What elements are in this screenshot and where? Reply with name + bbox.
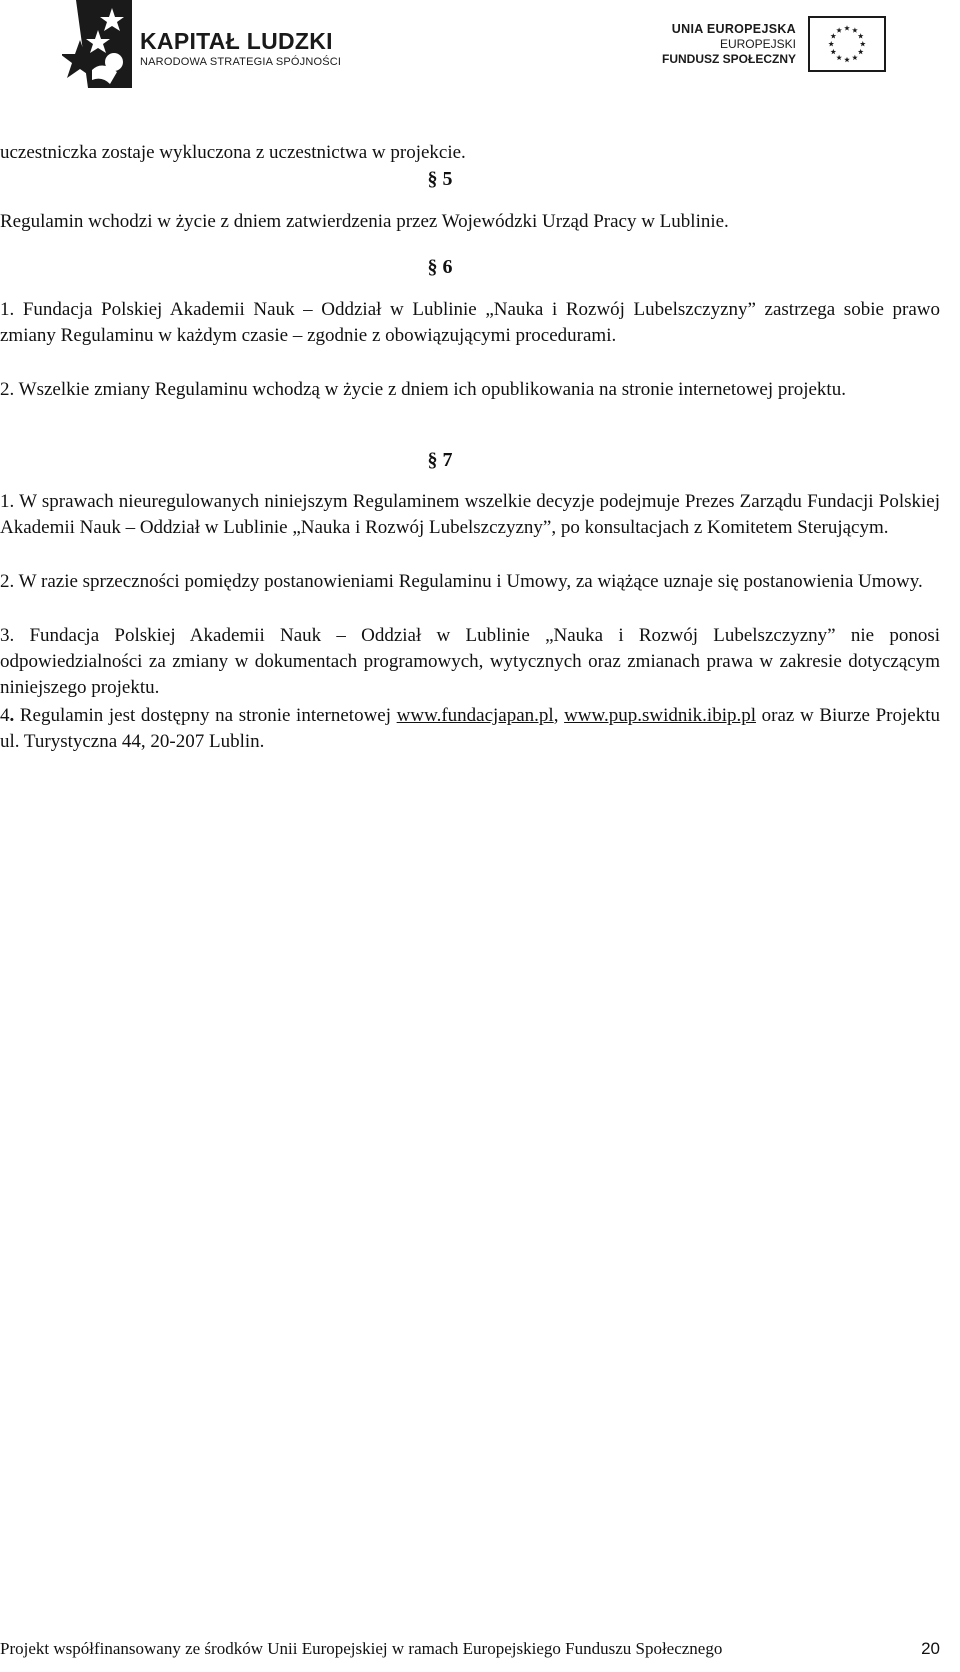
eu-logo — [650, 16, 886, 74]
section-5-heading: § 5 — [427, 168, 453, 190]
paragraph-4-end: oraz w Biurze Projektu ul. Turystyczna 44, 20-207 Lublin. — [0, 705, 940, 752]
page-number: 20 — [921, 1639, 940, 1658]
logo-subtitle: NARODOWA STRATEGIA SPÓJNOŚCI — [140, 56, 342, 68]
eu-logo-line2: EUROPEJSKI — [719, 37, 796, 51]
section-7-paragraph-4 — [0, 703, 940, 755]
intro-text: uczestniczka zostaje wykluczona z uczestnictwa w projekcie. — [0, 142, 466, 163]
paragraph-4-text: Regulamin jest dostępny na stronie internetowej — [14, 705, 397, 726]
paragraph-4-dot: . — [9, 705, 15, 726]
eu-logo-line3: FUNDUSZ SPOŁECZNY — [661, 52, 796, 66]
section-7-paragraph-3 — [0, 623, 940, 701]
section-6-paragraph-2 — [0, 377, 940, 403]
eu-flag-icon — [808, 16, 886, 72]
page-footer — [0, 1638, 940, 1660]
pup-swidnik-link[interactable]: www.pup.swidnik.ibip.pl — [564, 705, 757, 726]
link-separator: , — [553, 705, 565, 726]
eu-star-icon — [852, 27, 858, 32]
section-7-paragraph-2-text: 2. W razie sprzeczności pomiędzy postanowieniami Regulaminu i Umowy, za wiążące uznaje się postanowienia Umowy. — [0, 571, 923, 592]
eu-star-icon — [858, 33, 864, 38]
eu-logo-text — [662, 22, 796, 67]
footer-text: Projekt współfinansowany ze środków Unii Europejskiej w ramach Europejskiego Funduszu Społecznego — [0, 1639, 723, 1658]
paragraph-4-number: 4 — [0, 705, 10, 726]
eu-star-icon — [836, 55, 842, 60]
section-5-text: Regulamin wchodzi w życie z dniem zatwierdzenia przez Wojewódzki Urząd Pracy w Lublinie. — [0, 211, 729, 232]
section-7-paragraph-2 — [0, 569, 940, 595]
eu-star-icon — [836, 27, 842, 32]
section-7-heading: § 7 — [427, 449, 453, 471]
logo-title: KAPITAŁ LUDZKI — [140, 28, 333, 54]
kapital-ludzki-logo — [62, 0, 342, 90]
eu-logo-line1: UNIA EUROPEJSKA — [671, 22, 796, 36]
eu-star-icon — [844, 57, 850, 62]
fundacjapan-link[interactable]: www.fundacjapan.pl — [396, 705, 554, 726]
section-6-paragraph-2-text: 2. Wszelkie zmiany Regulaminu wchodzą w życie z dniem ich opublikowania na stronie internetowej projektu. — [0, 379, 846, 400]
section-6-paragraph-1-text: 1. Fundacja Polskiej Akademii Nauk – Oddział w Lublinie „Nauka i Rozwój Lubelszczyzny” zastrzega sobie prawo zmiany Regulaminu w każdym czasie – zgodnie z obowiązującymi procedurami. — [0, 299, 940, 346]
eu-star-icon — [830, 49, 836, 54]
section-6-heading: § 6 — [427, 256, 453, 278]
eu-star-icon — [858, 49, 864, 54]
section-6-paragraph-1 — [0, 297, 940, 349]
eu-star-icon — [844, 25, 850, 30]
section-7-paragraph-3-text: 3. Fundacja Polskiej Akademii Nauk – Oddział w Lublinie „Nauka i Rozwój Lubelszczyzny” nie ponosi odpowiedzialności za zmiany w dokumentach programowych, wytycznych oraz zmianach prawa w zakresie dotyczącym niniejszego projektu. — [0, 625, 940, 698]
section-7-paragraph-1 — [0, 489, 940, 541]
section-7-paragraph-1-text: 1. W sprawach nieuregulowanych niniejszym Regulaminem wszelkie decyzje podejmuje Prezes Zarządu Fundacji Polskiej Akademii Nauk – Oddział w Lublinie „Nauka i Rozwój Lubelszczyzny”, po konsultacjach z Komitetem Sterującym. — [0, 491, 940, 538]
eu-star-icon — [828, 41, 834, 46]
eu-star-icon — [830, 33, 836, 38]
kapital-ludzki-emblem-icon — [62, 0, 132, 88]
eu-star-icon — [852, 55, 858, 60]
eu-star-icon — [860, 41, 866, 46]
